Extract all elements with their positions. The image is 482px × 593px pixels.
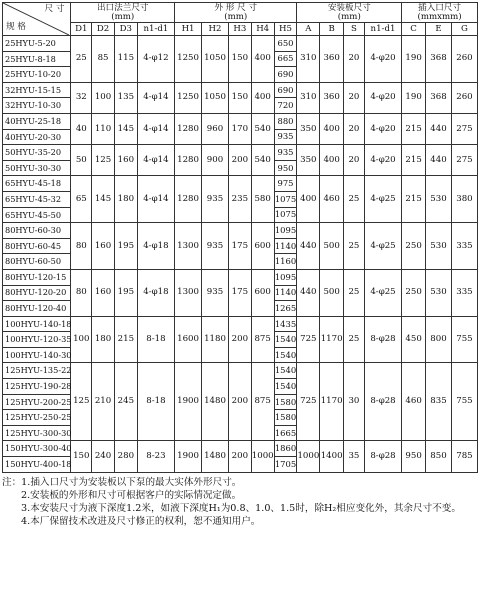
dimension-table: [2, 2, 478, 473]
value-cell: 100: [71, 316, 92, 363]
value-cell: 1000: [297, 441, 320, 472]
value-cell: 160: [92, 223, 115, 270]
value-cell: 1600: [175, 316, 202, 363]
value-cell: 850: [426, 441, 452, 472]
h5-cell: 1665: [274, 425, 297, 441]
h5-cell: 1540: [274, 363, 297, 379]
value-cell: 1180: [202, 316, 229, 363]
value-cell: 500: [320, 223, 344, 270]
model-cell: 125HYU-200-25: [3, 394, 71, 410]
value-cell: 150: [228, 36, 251, 83]
value-cell: 4-φ25: [364, 223, 401, 270]
value-cell: 600: [251, 269, 274, 316]
model-cell: 125HYU-135-22: [3, 363, 71, 379]
column-header: D2: [92, 23, 115, 36]
value-cell: 440: [426, 145, 452, 176]
mount-group-unit: (mm): [337, 11, 361, 22]
value-cell: 360: [320, 36, 344, 83]
value-cell: 960: [202, 113, 229, 144]
table-row: [3, 145, 478, 161]
h5-cell: 1540: [274, 332, 297, 348]
model-cell: 80HYU-120-20: [3, 285, 71, 301]
value-cell: 460: [320, 176, 344, 223]
column-header: C: [402, 23, 426, 36]
column-header: H4: [251, 23, 274, 36]
h5-cell: 1075: [274, 207, 297, 223]
value-cell: 725: [297, 316, 320, 363]
note-line: 2.安装板的外形和尺寸可根据客户的实际情况定做。: [21, 489, 242, 501]
model-cell: 150HYU-300-40: [3, 441, 71, 457]
h5-cell: 1095: [274, 269, 297, 285]
column-header: H3: [228, 23, 251, 36]
value-cell: 400: [320, 113, 344, 144]
column-header: B: [320, 23, 344, 36]
value-cell: 4-φ20: [364, 145, 401, 176]
value-cell: 4-φ12: [137, 36, 174, 83]
value-cell: 530: [426, 269, 452, 316]
value-cell: 8-φ28: [364, 316, 401, 363]
value-cell: 500: [320, 269, 344, 316]
value-cell: 335: [451, 223, 477, 270]
h5-cell: 1160: [274, 254, 297, 270]
value-cell: 4-φ18: [137, 269, 174, 316]
outline-group-title: 外 形 尺 寸: [214, 2, 258, 13]
model-cell: 25HYU-10-20: [3, 67, 71, 83]
outline-group-header: [175, 3, 297, 23]
value-cell: 1280: [175, 176, 202, 223]
value-cell: 368: [426, 82, 452, 113]
value-cell: 125: [71, 363, 92, 441]
model-cell: 125HYU-250-25: [3, 410, 71, 426]
mount-group-header: [297, 3, 402, 23]
model-cell: 65HYU-45-18: [3, 176, 71, 192]
value-cell: 310: [297, 82, 320, 113]
model-cell: 100HYU-140-30: [3, 347, 71, 363]
value-cell: 30: [344, 363, 365, 441]
value-cell: 25: [344, 176, 365, 223]
value-cell: 215: [114, 316, 137, 363]
h5-cell: 1705: [274, 457, 297, 473]
value-cell: 150: [71, 441, 92, 472]
value-cell: 195: [114, 269, 137, 316]
value-cell: 935: [202, 223, 229, 270]
value-cell: 115: [114, 36, 137, 83]
insert-group-title: 插入口尺寸: [418, 2, 462, 13]
value-cell: 835: [426, 363, 452, 441]
note-line: 3.本安装尺寸为液下深度1.2米，如液下深度H₁为0.8、1.0、1.5时，除H₂相应变化外，其余尺寸不变。: [21, 502, 461, 514]
column-header: G: [451, 23, 477, 36]
note-line: 注：1.插入口尺寸为安装板以下泵的最大实体外形尺寸。: [2, 476, 242, 488]
value-cell: 200: [228, 441, 251, 472]
insert-group-header: [402, 3, 478, 23]
table-row: [3, 36, 478, 52]
value-cell: 8-18: [137, 316, 174, 363]
table-body: [3, 36, 478, 473]
value-cell: 180: [92, 316, 115, 363]
h5-cell: 1140: [274, 285, 297, 301]
value-cell: 4-φ14: [137, 82, 174, 113]
value-cell: 125: [92, 145, 115, 176]
value-cell: 368: [426, 36, 452, 83]
value-cell: 50: [71, 145, 92, 176]
value-cell: 8-18: [137, 363, 174, 441]
value-cell: 1050: [202, 36, 229, 83]
value-cell: 530: [426, 176, 452, 223]
column-header-row: [3, 23, 478, 36]
value-cell: 195: [114, 223, 137, 270]
value-cell: 145: [92, 176, 115, 223]
value-cell: 25: [71, 36, 92, 83]
value-cell: 4-φ20: [364, 82, 401, 113]
value-cell: 400: [320, 145, 344, 176]
value-cell: 4-φ18: [137, 223, 174, 270]
value-cell: 250: [402, 223, 426, 270]
model-cell: 80HYU-60-45: [3, 238, 71, 254]
table-row: [3, 113, 478, 129]
value-cell: 4-φ25: [364, 176, 401, 223]
value-cell: 4-φ20: [364, 113, 401, 144]
value-cell: 280: [114, 441, 137, 472]
value-cell: 755: [451, 316, 477, 363]
value-cell: 80: [71, 223, 92, 270]
value-cell: 4-φ14: [137, 145, 174, 176]
h5-cell: 880: [274, 113, 297, 129]
model-cell: 40HYU-20-30: [3, 129, 71, 145]
value-cell: 245: [114, 363, 137, 441]
value-cell: 240: [92, 441, 115, 472]
model-cell: 80HYU-120-15: [3, 269, 71, 285]
value-cell: 935: [202, 269, 229, 316]
h5-cell: 665: [274, 51, 297, 67]
model-cell: 125HYU-300-30: [3, 425, 71, 441]
value-cell: 150: [228, 82, 251, 113]
value-cell: 1250: [175, 82, 202, 113]
value-cell: 400: [251, 36, 274, 83]
value-cell: 1170: [320, 363, 344, 441]
model-cell: 150HYU-400-18: [3, 457, 71, 473]
h5-cell: 935: [274, 129, 297, 145]
corner-header: [3, 3, 71, 36]
h5-cell: 975: [274, 176, 297, 192]
value-cell: 260: [451, 36, 477, 83]
value-cell: 25: [344, 316, 365, 363]
value-cell: 235: [228, 176, 251, 223]
h5-cell: 1540: [274, 379, 297, 395]
value-cell: 1900: [175, 363, 202, 441]
value-cell: 260: [451, 82, 477, 113]
column-header: H5: [274, 23, 297, 36]
model-cell: 65HYU-45-50: [3, 207, 71, 223]
spec-sheet: [2, 2, 478, 528]
column-header: E: [426, 23, 452, 36]
flange-group-header: [71, 3, 175, 23]
value-cell: 190: [402, 82, 426, 113]
value-cell: 190: [402, 36, 426, 83]
corner-bottom-label: 规 格: [6, 21, 26, 32]
value-cell: 175: [228, 223, 251, 270]
value-cell: 175: [228, 269, 251, 316]
h5-cell: 1580: [274, 410, 297, 426]
value-cell: 65: [71, 176, 92, 223]
table-row: [3, 441, 478, 457]
value-cell: 200: [228, 316, 251, 363]
value-cell: 755: [451, 363, 477, 441]
column-header: n1-d1: [137, 23, 174, 36]
h5-cell: 1435: [274, 316, 297, 332]
value-cell: 800: [426, 316, 452, 363]
h5-cell: 1095: [274, 223, 297, 239]
notes: [2, 476, 478, 528]
value-cell: 200: [228, 145, 251, 176]
value-cell: 32: [71, 82, 92, 113]
value-cell: 540: [251, 145, 274, 176]
h5-cell: 1140: [274, 238, 297, 254]
value-cell: 900: [202, 145, 229, 176]
value-cell: 20: [344, 82, 365, 113]
value-cell: 180: [114, 176, 137, 223]
value-cell: 460: [402, 363, 426, 441]
h5-cell: 935: [274, 145, 297, 161]
h5-cell: 1580: [274, 394, 297, 410]
value-cell: 725: [297, 363, 320, 441]
column-header: D3: [114, 23, 137, 36]
corner-top-label: 尺 寸: [44, 4, 65, 14]
value-cell: 8-φ28: [364, 441, 401, 472]
h5-cell: 1265: [274, 301, 297, 317]
value-cell: 8-23: [137, 441, 174, 472]
model-cell: 32HYU-15-15: [3, 82, 71, 98]
model-cell: 25HYU-8-18: [3, 51, 71, 67]
value-cell: 1280: [175, 145, 202, 176]
value-cell: 335: [451, 269, 477, 316]
model-cell: 50HYU-35-20: [3, 145, 71, 161]
table-row: [3, 316, 478, 332]
value-cell: 580: [251, 176, 274, 223]
model-cell: 100HYU-120-35: [3, 332, 71, 348]
model-cell: 80HYU-60-30: [3, 223, 71, 239]
value-cell: 85: [92, 36, 115, 83]
model-cell: 65HYU-45-32: [3, 191, 71, 207]
value-cell: 1250: [175, 36, 202, 83]
value-cell: 215: [402, 176, 426, 223]
value-cell: 100: [92, 82, 115, 113]
value-cell: 170: [228, 113, 251, 144]
model-cell: 125HYU-190-28: [3, 379, 71, 395]
h5-cell: 690: [274, 67, 297, 83]
model-cell: 32HYU-10-30: [3, 98, 71, 114]
model-cell: 80HYU-60-50: [3, 254, 71, 270]
value-cell: 20: [344, 113, 365, 144]
h5-cell: 720: [274, 98, 297, 114]
h5-cell: 1860: [274, 441, 297, 457]
value-cell: 1480: [202, 363, 229, 441]
value-cell: 4-φ20: [364, 36, 401, 83]
value-cell: 400: [297, 176, 320, 223]
value-cell: 935: [202, 176, 229, 223]
value-cell: 25: [344, 269, 365, 316]
column-header: D1: [71, 23, 92, 36]
h5-cell: 950: [274, 160, 297, 176]
value-cell: 250: [402, 269, 426, 316]
value-cell: 360: [320, 82, 344, 113]
value-cell: 135: [114, 82, 137, 113]
value-cell: 80: [71, 269, 92, 316]
value-cell: 275: [451, 145, 477, 176]
value-cell: 440: [297, 223, 320, 270]
value-cell: 145: [114, 113, 137, 144]
value-cell: 110: [92, 113, 115, 144]
table-row: [3, 223, 478, 239]
value-cell: 1300: [175, 223, 202, 270]
value-cell: 380: [451, 176, 477, 223]
value-cell: 20: [344, 145, 365, 176]
table-row: [3, 82, 478, 98]
value-cell: 1280: [175, 113, 202, 144]
value-cell: 540: [251, 113, 274, 144]
value-cell: 1050: [202, 82, 229, 113]
outline-group-unit: (mm): [224, 11, 248, 22]
value-cell: 530: [426, 223, 452, 270]
value-cell: 210: [92, 363, 115, 441]
value-cell: 1900: [175, 441, 202, 472]
value-cell: 40: [71, 113, 92, 144]
model-cell: 80HYU-120-40: [3, 301, 71, 317]
value-cell: 875: [251, 316, 274, 363]
value-cell: 200: [228, 363, 251, 441]
value-cell: 440: [297, 269, 320, 316]
value-cell: 215: [402, 113, 426, 144]
model-cell: 40HYU-25-18: [3, 113, 71, 129]
mount-group-title: 安装板尺寸: [327, 2, 371, 13]
table-row: [3, 176, 478, 192]
column-header: n1-d1: [364, 23, 401, 36]
value-cell: 35: [344, 441, 365, 472]
h5-cell: 690: [274, 82, 297, 98]
column-header: H1: [175, 23, 202, 36]
value-cell: 160: [114, 145, 137, 176]
value-cell: 450: [402, 316, 426, 363]
value-cell: 1300: [175, 269, 202, 316]
flange-group-title: 出口法兰尺寸: [96, 2, 149, 13]
value-cell: 20: [344, 36, 365, 83]
value-cell: 8-φ28: [364, 363, 401, 441]
value-cell: 25: [344, 223, 365, 270]
value-cell: 1000: [251, 441, 274, 472]
model-cell: 50HYU-30-30: [3, 160, 71, 176]
value-cell: 1480: [202, 441, 229, 472]
h5-cell: 1540: [274, 347, 297, 363]
value-cell: 600: [251, 223, 274, 270]
note-line: 4.本厂保留技术改进及尺寸修正的权利，恕不通知用户。: [21, 515, 261, 527]
value-cell: 785: [451, 441, 477, 472]
value-cell: 950: [402, 441, 426, 472]
value-cell: 215: [402, 145, 426, 176]
value-cell: 350: [297, 145, 320, 176]
value-cell: 275: [451, 113, 477, 144]
model-cell: 25HYU-5-20: [3, 36, 71, 52]
value-cell: 400: [251, 82, 274, 113]
value-cell: 4-φ14: [137, 113, 174, 144]
h5-cell: 1075: [274, 191, 297, 207]
value-cell: 875: [251, 363, 274, 441]
value-cell: 160: [92, 269, 115, 316]
value-cell: 1400: [320, 441, 344, 472]
insert-group-unit: (mmxmm): [417, 11, 462, 22]
value-cell: 350: [297, 113, 320, 144]
value-cell: 310: [297, 36, 320, 83]
column-header: A: [297, 23, 320, 36]
value-cell: 4-φ25: [364, 269, 401, 316]
table-row: [3, 363, 478, 379]
flange-group-unit: (mm): [111, 11, 135, 22]
value-cell: 4-φ14: [137, 176, 174, 223]
column-header: S: [344, 23, 365, 36]
value-cell: 1170: [320, 316, 344, 363]
column-header: H2: [202, 23, 229, 36]
value-cell: 440: [426, 113, 452, 144]
model-cell: 100HYU-140-18: [3, 316, 71, 332]
h5-cell: 650: [274, 36, 297, 52]
table-row: [3, 269, 478, 285]
